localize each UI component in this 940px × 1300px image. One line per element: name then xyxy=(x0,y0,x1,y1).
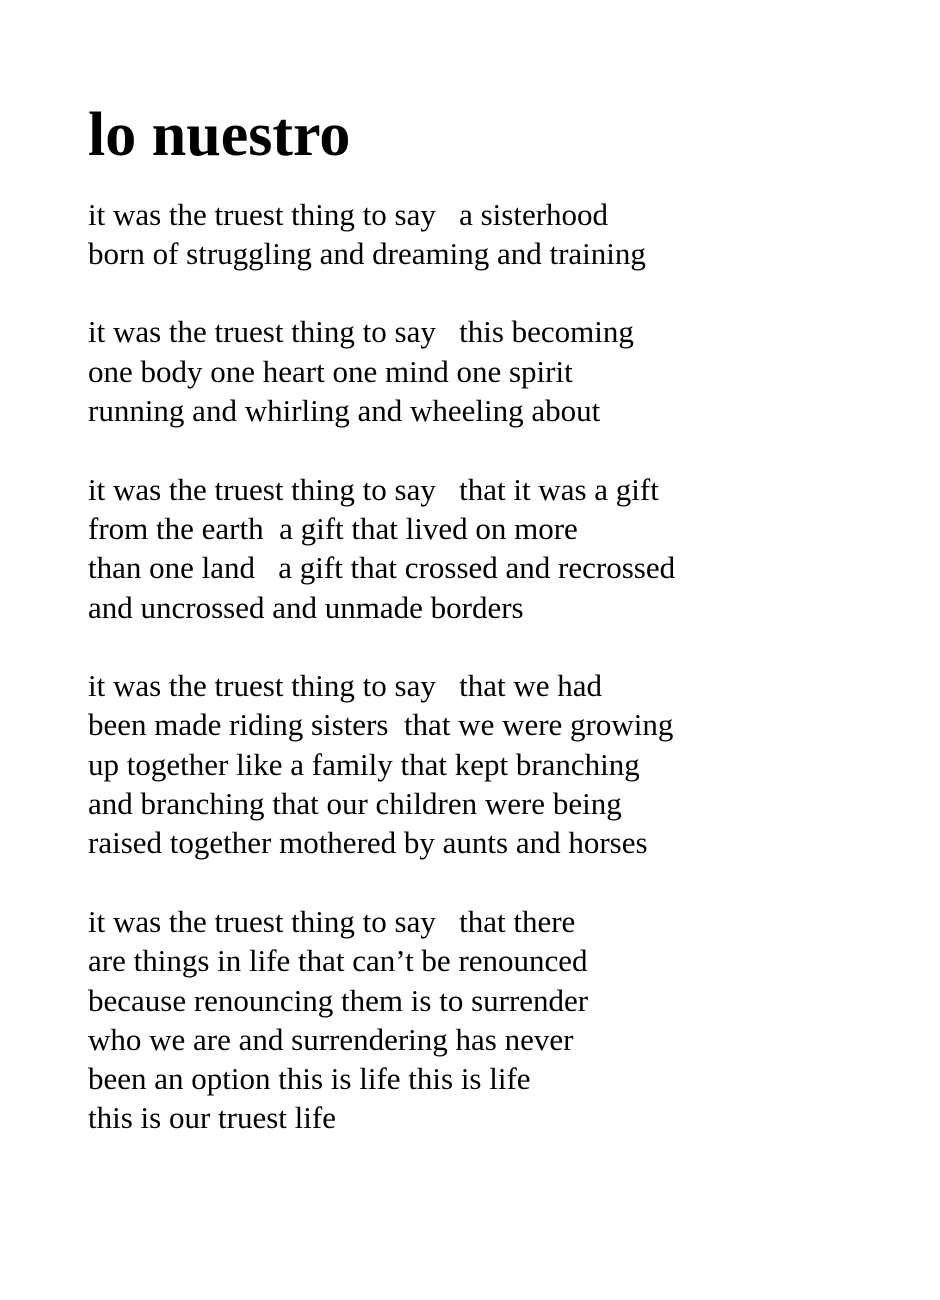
poem-line: because renouncing them is to surrender xyxy=(88,982,589,1018)
poem-line: it was the truest thing to say a sisterhood xyxy=(88,196,609,232)
poem-line: raised together mothered by aunts and horses xyxy=(88,825,648,861)
stanza-spacer xyxy=(88,627,908,666)
stanza-spacer xyxy=(88,863,908,902)
poem-line: one body one heart one mind one spirit xyxy=(88,353,573,389)
poem-line: from the earth a gift that lived on more xyxy=(88,510,578,546)
poem-line: it was the truest thing to say this becoming xyxy=(88,314,634,350)
poem-line: are things in life that can’t be renounced xyxy=(88,943,588,979)
poem-line: than one land a gift that crossed and recrossed xyxy=(88,550,676,586)
poem-line: this is our truest life xyxy=(88,1100,336,1136)
poem-line: it was the truest thing to say that we had xyxy=(88,668,602,704)
poem-line: running and whirling and wheeling about xyxy=(88,393,601,429)
poem-line: up together like a family that kept branching xyxy=(88,746,640,782)
poem-line: it was the truest thing to say that there xyxy=(88,903,576,939)
stanza-1 xyxy=(88,195,908,274)
stanza-3 xyxy=(88,470,908,627)
poem-line: been an option this is life this is life xyxy=(88,1061,531,1097)
stanza-2 xyxy=(88,312,908,430)
poem-line: it was the truest thing to say that it was a gift xyxy=(88,471,659,507)
stanza-5 xyxy=(88,902,908,1138)
poem-title: lo nuestro xyxy=(88,101,351,169)
poem-line: been made riding sisters that we were growing xyxy=(88,707,674,743)
poem-line: who we are and surrendering has never xyxy=(88,1021,574,1057)
poem-line: born of struggling and dreaming and training xyxy=(88,235,646,271)
stanza-spacer xyxy=(88,430,908,469)
poem-line: and uncrossed and unmade borders xyxy=(88,589,524,625)
stanza-spacer xyxy=(88,273,908,312)
stanza-4 xyxy=(88,666,908,862)
poem-page xyxy=(88,101,908,1138)
poem-line: and branching that our children were being xyxy=(88,786,622,822)
